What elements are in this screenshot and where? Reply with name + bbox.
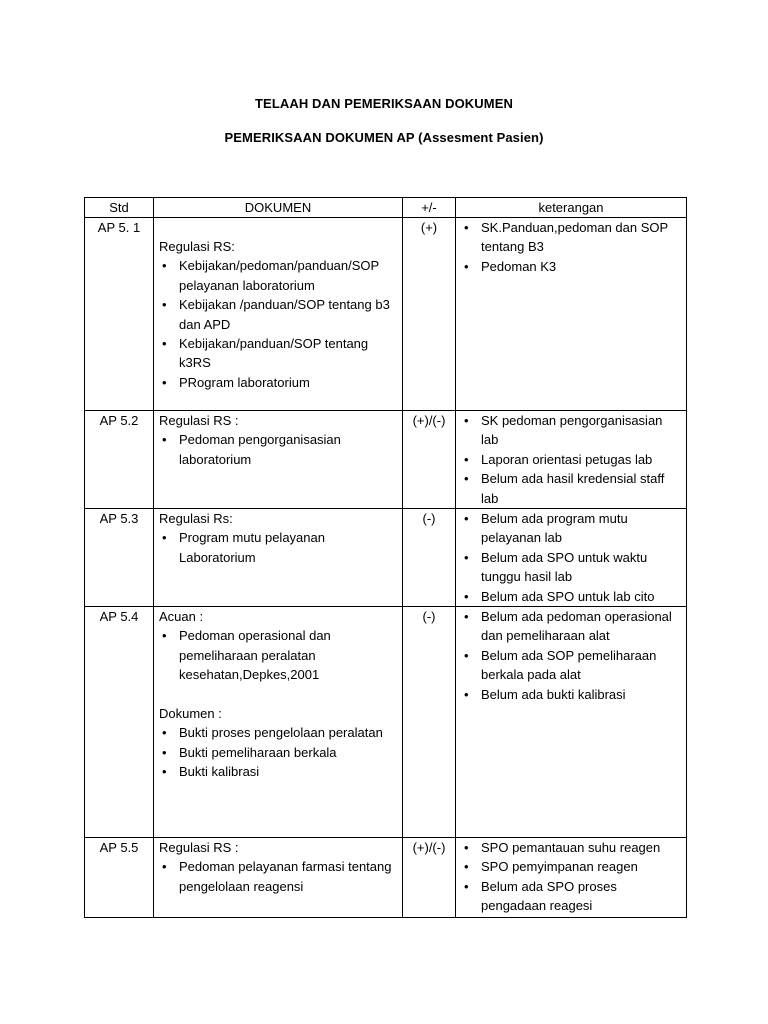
dokumen-cell (154, 838, 403, 918)
doc-list (159, 626, 397, 684)
document-subtitle: PEMERIKSAAN DOKUMEN AP (Assesment Pasien) (224, 130, 544, 145)
doc-list (159, 857, 397, 896)
table-row (85, 411, 687, 509)
list-item: • PRogram laboratorium (159, 373, 397, 392)
list-item: • Kebijakan /panduan/SOP tentang b3 dan APD (159, 295, 397, 334)
doc-group-label: Regulasi RS : (159, 413, 239, 428)
header-keterangan: keterangan (456, 198, 687, 218)
list-item: • Bukti kalibrasi (159, 762, 397, 781)
dokumen-cell (154, 411, 403, 509)
notes-list (461, 838, 681, 916)
list-item: • SK.Panduan,pedoman dan SOP tentang B3 (461, 218, 681, 257)
list-item: • Pedoman pelayanan farmasi tentang pengelolaan reagensi (159, 857, 397, 896)
document-title: TELAAH DAN PEMERIKSAAN DOKUMEN (255, 96, 513, 111)
doc-list (159, 723, 397, 781)
keterangan-cell (456, 838, 687, 918)
dokumen-cell (154, 218, 403, 411)
doc-group-label: Regulasi RS : (159, 840, 239, 856)
list-item: • Pedoman operasional dan pemeliharaan peralatan kesehatan,Depkes,2001 (159, 626, 397, 684)
list-item: • Program mutu pelayanan Laboratorium (159, 528, 397, 567)
header-std: Std (85, 198, 154, 218)
notes-list (461, 218, 681, 276)
doc-list (159, 528, 397, 567)
keterangan-cell (456, 218, 687, 411)
table-row (85, 509, 687, 607)
mark-cell: (+)/(-) (403, 838, 456, 918)
list-item: • Belum ada SPO proses pengadaan reagesi (461, 877, 681, 916)
mark-cell: (+) (403, 218, 456, 411)
list-item: • Kebijakan/pedoman/panduan/SOP pelayanan laboratorium (159, 256, 397, 295)
keterangan-cell (456, 509, 687, 607)
table-row (85, 838, 687, 918)
doc-group-label: Regulasi Rs: (159, 511, 233, 527)
list-item: • Belum ada SPO untuk lab cito (461, 587, 681, 606)
review-table (84, 197, 687, 918)
list-item: • Pedoman K3 (461, 257, 681, 276)
table-header-row (85, 198, 687, 218)
list-item: • Belum ada hasil kredensial staff lab (461, 469, 681, 508)
list-item: • Belum ada SPO untuk waktu tunggu hasil lab (461, 548, 681, 587)
table-row (85, 218, 687, 411)
table-row (85, 607, 687, 838)
list-item: • Kebijakan/panduan/SOP tentang k3RS (159, 334, 397, 373)
list-item: • Belum ada pedoman operasional dan pemeliharaan alat (461, 607, 681, 646)
list-item: • Belum ada program mutu pelayanan lab (461, 509, 681, 548)
doc-group-label: Dokumen : (159, 705, 222, 721)
std-cell: AP 5.3 (85, 509, 154, 607)
mark-cell: (-) (403, 607, 456, 838)
list-item: • Bukti pemeliharaan berkala (159, 743, 397, 762)
notes-list (461, 411, 681, 508)
notes-list (461, 509, 681, 606)
list-item: • Belum ada bukti kalibrasi (461, 685, 681, 704)
mark-cell: (+)/(-) (403, 411, 456, 509)
list-item: • SK pedoman pengorganisasian lab (461, 411, 681, 450)
dokumen-cell (154, 607, 403, 838)
doc-group-label: Regulasi RS: (159, 239, 235, 254)
header-plus-minus: +/- (403, 198, 456, 218)
list-item: • SPO pemyimpanan reagen (461, 857, 681, 876)
keterangan-cell (456, 607, 687, 838)
dokumen-cell (154, 509, 403, 607)
notes-list (461, 607, 681, 704)
list-item: • Pedoman pengorganisasian laboratorium (159, 430, 397, 469)
std-cell: AP 5.5 (85, 838, 154, 918)
std-cell: AP 5.4 (85, 607, 154, 838)
std-cell: AP 5.2 (85, 411, 154, 509)
doc-group-label: Acuan : (159, 609, 204, 625)
header-dokumen: DOKUMEN (154, 198, 403, 218)
doc-list (159, 256, 397, 392)
std-cell: AP 5. 1 (85, 218, 154, 411)
list-item: • SPO pemantauan suhu reagen (461, 838, 681, 857)
doc-list (159, 430, 397, 469)
list-item: • Laporan orientasi petugas lab (461, 450, 681, 469)
mark-cell: (-) (403, 509, 456, 607)
list-item: • Belum ada SOP pemeliharaan berkala pada alat (461, 646, 681, 685)
list-item: • Bukti proses pengelolaan peralatan (159, 723, 397, 742)
keterangan-cell (456, 411, 687, 509)
